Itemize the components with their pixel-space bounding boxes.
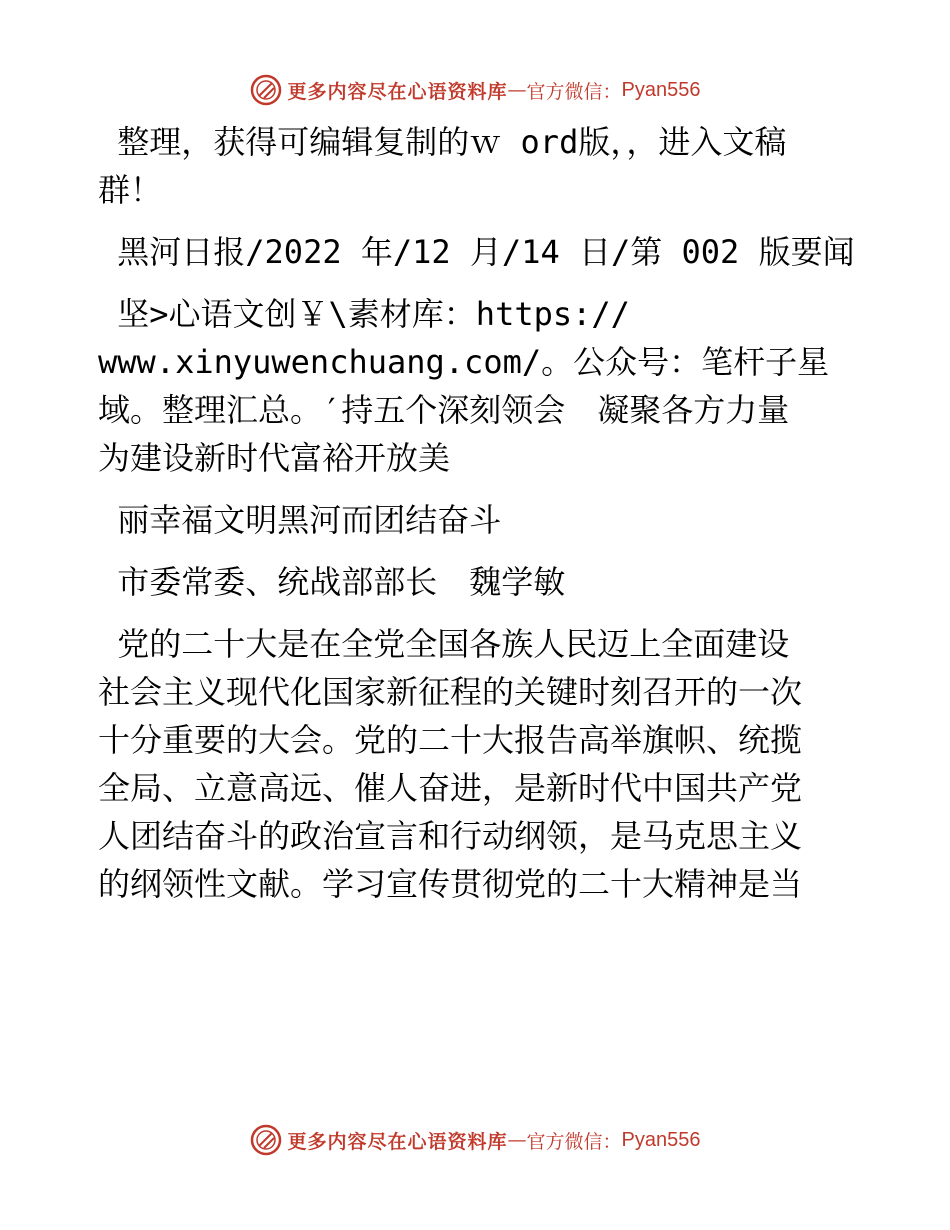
text-line: 全局、立意高远、催人奋进，是新时代中国共产党 (98, 769, 803, 807)
article-title-continued: 丽幸福文明黑河而团结奋斗 (98, 501, 502, 539)
watermark-wechat-label: 官方微信： (526, 1130, 622, 1153)
seal-logo-icon (250, 1124, 282, 1156)
watermark-wechat-id: Pyan556 (621, 78, 701, 101)
text-line: www.xinyuwenchuang.com/。公众号：笔杆子星 (98, 343, 830, 381)
watermark-dash: — (507, 1129, 527, 1151)
article-author: 市委常委、统战部部长 魏学敏 (98, 563, 566, 601)
dateline: 黑河日报/2022 年/12 月/14 日/第 002 版要闻 (98, 233, 855, 271)
text-line: 十分重要的大会。党的二十大报告高举旗帜、统揽 (98, 721, 803, 759)
watermark-wechat-label: 官方微信： (526, 80, 622, 103)
text-line: 的纲领性文献。学习宣传贯彻党的二十大精神是当 (98, 865, 803, 903)
text-line: 群！ (98, 171, 163, 209)
watermark-text: 更多内容尽在心语资料库 (287, 1130, 508, 1153)
watermark-dash: — (507, 79, 527, 101)
body-paragraph (98, 620, 858, 908)
text-line: 党的二十大是在全党全国各族人民迈上全面建设 (98, 625, 790, 663)
text-line: 域。整理汇总。′持五个深刻领会 凝聚各方力量 (98, 391, 790, 429)
watermark-wechat-id: Pyan556 (621, 1128, 701, 1151)
text-line: 坚>心语文创￥\素材库：https:// (98, 295, 630, 333)
document-body (98, 118, 858, 908)
text-line: 人团结奋斗的政治宣言和行动纲领，是马克思主义 (98, 817, 803, 855)
intro-paragraph (98, 118, 858, 214)
text-line: 社会主义现代化国家新征程的关键时刻召开的一次 (98, 673, 803, 711)
source-paragraph (98, 290, 858, 482)
text-line: 为建设新时代富裕开放美 (98, 439, 451, 477)
watermark-text: 更多内容尽在心语资料库 (287, 80, 508, 103)
footer-watermark (0, 1120, 950, 1160)
header-watermark (0, 70, 950, 110)
text-line: 整理，获得可编辑复制的ｗ ord版，，进入文稿 (98, 123, 787, 161)
seal-logo-icon (250, 74, 282, 106)
